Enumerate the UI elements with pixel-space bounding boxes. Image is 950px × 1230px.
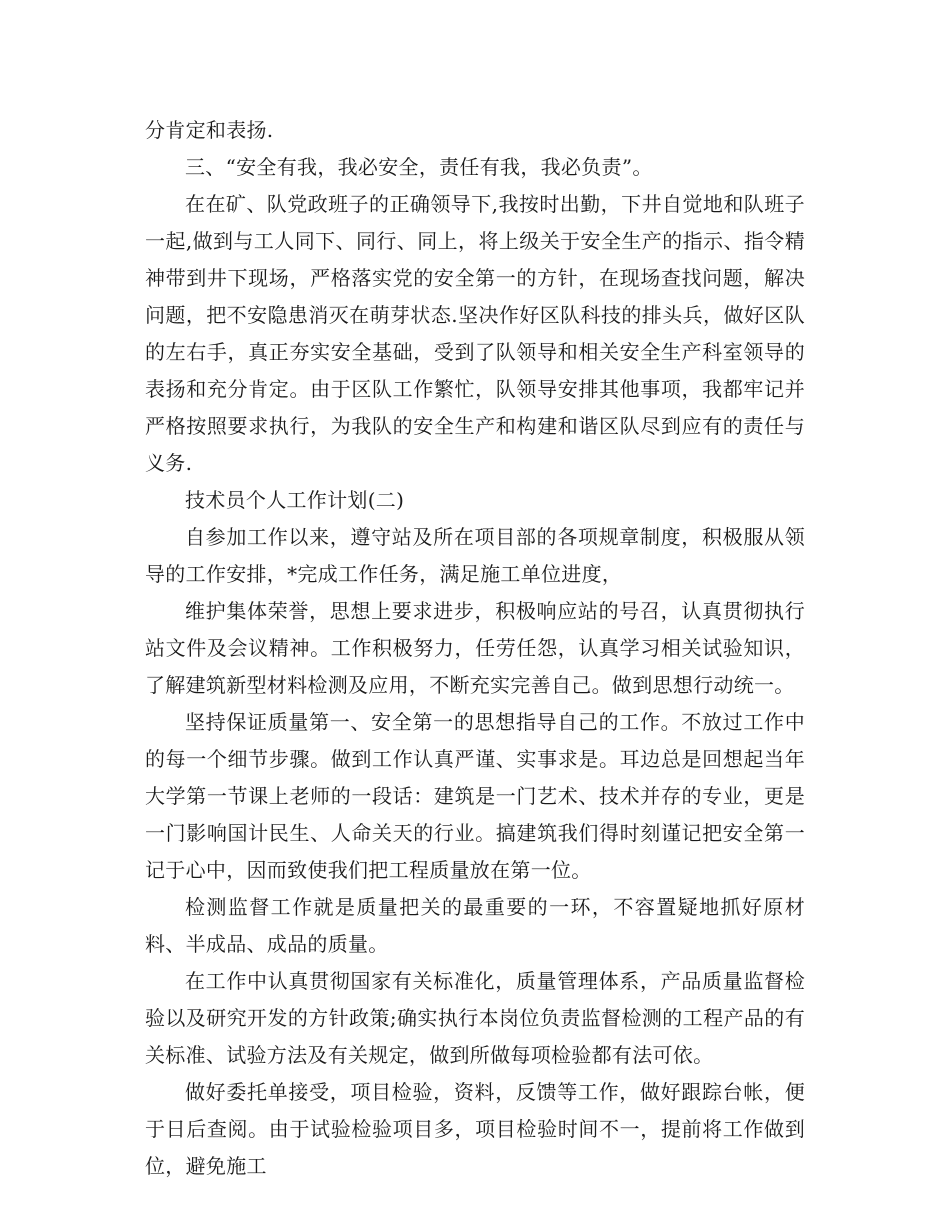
paragraph-quality-first: 坚持保证质量第一、安全第一的思想指导自己的工作。不放过工作中的每一个细节步骤。做到工作认真严谨、实事求是。耳边总是回想起当年大学第一节课上老师的一段话：建筑是一门艺术、技术并存的专业，更是一门影响国计民生、人命关天的行业。搞建筑我们得时刻谨记把安全第一记于心中，因而致使我们把工程质量放在第一位。 — [145, 710, 805, 882]
paragraph-safety-work: 在在矿、队党政班子的正确领导下,我按时出勤，下井自觉地和队班子一起,做到与工人同下、同行、同上，将上级关于安全生产的指示、指令精神带到井下现场，严格落实党的安全第一的方针，在现场查找问题，解决问题，把不安隐患消灭在萌芽状态.坚决作好区队科技的排头兵，做好区队的左右手，真正夯实安全基础，受到了队领导和相关安全生产科室领导的表扬和充分肯定。由于区队工作繁忙，队领导安排其他事项，我都牢记并严格按照要求执行，为我队的安全生产和构建和谐区队尽到应有的责任与义务. — [145, 192, 805, 475]
paragraph-continuation: 分肯定和表扬. — [145, 118, 274, 142]
paragraph-commission-records: 做好委托单接受，项目检验，资料，反馈等工作，做好跟踪台帐，便于日后查阅。由于试验检验项目多，项目检验时间不一，提前将工作做到位，避免施工 — [145, 1080, 805, 1178]
paragraph-standards-policy: 在工作中认真贯彻国家有关标准化，质量管理体系，产品质量监督检验以及研究开发的方针政策;确实执行本岗位负责监督检测的工程产品的有关标准、试验方法及有关规定，做到所做每项检验都有法可依。 — [145, 969, 805, 1067]
paragraph-collective-honor: 维护集体荣誉，思想上要求进步，积极响应站的号召，认真贯彻执行站文件及会议精神。工作积极努力，任劳任怨，认真学习相关试验知识，了解建筑新型材料检测及应用，不断充实完善自己。做到思想行动统一。 — [145, 599, 805, 697]
paragraph-since-joining: 自参加工作以来，遵守站及所在项目部的各项规章制度，积极服从领导的工作安排，*完成工作任务，满足施工单位进度， — [145, 525, 805, 586]
section-heading-three: 三、“安全有我，我必安全，责任有我，我必负责”。 — [185, 155, 653, 179]
paragraph-inspection-supervision: 检测监督工作就是质量把关的最重要的一环，不容置疑地抓好原材料、半成品、成品的质量。 — [145, 895, 805, 956]
document-body — [145, 112, 805, 1185]
section-heading-plan-two: 技术员个人工作计划(二) — [185, 488, 405, 512]
